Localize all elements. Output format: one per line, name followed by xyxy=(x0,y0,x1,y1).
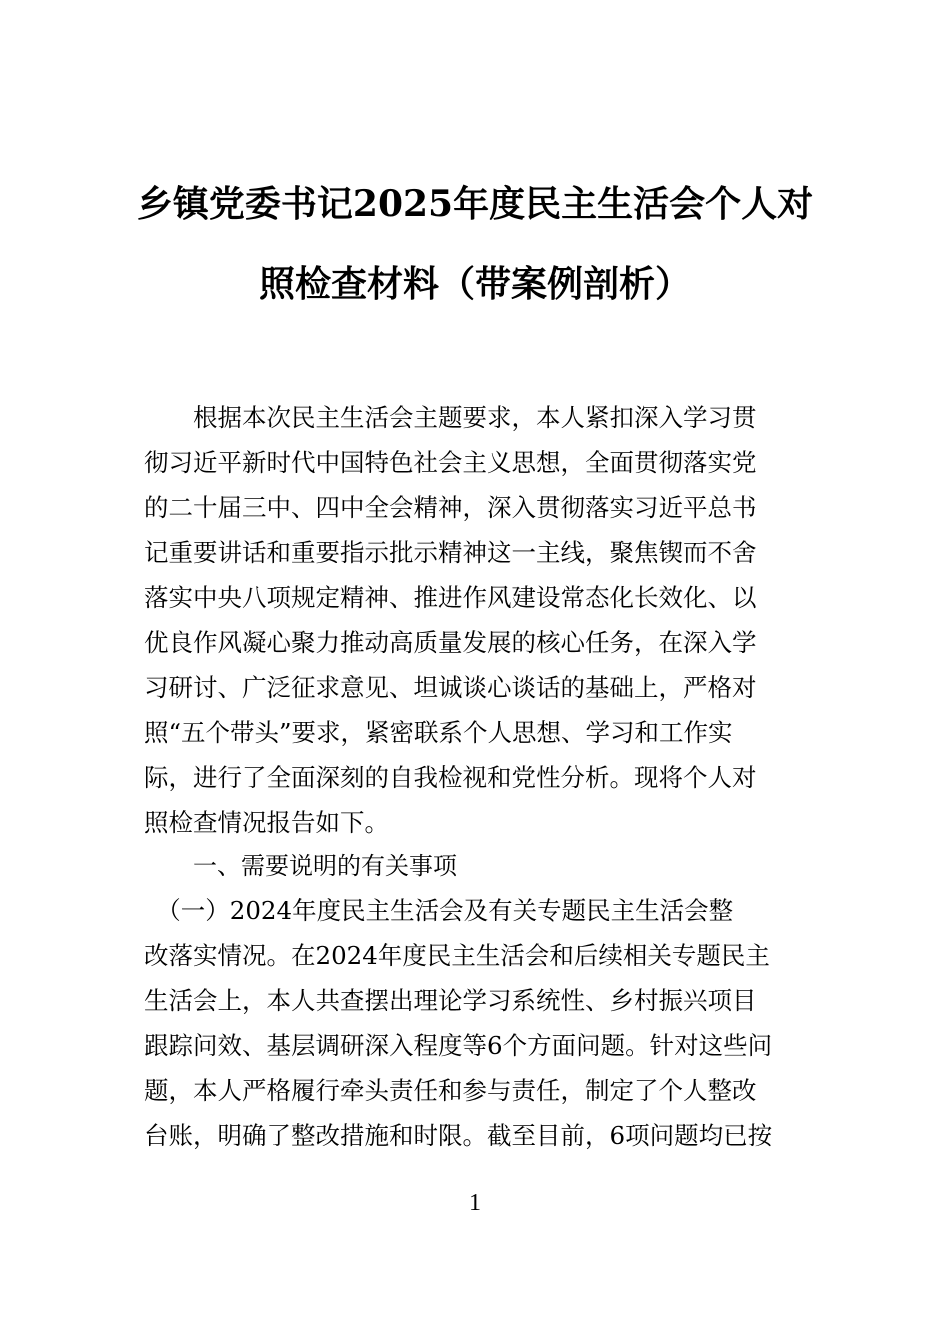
section-line: 台账，明确了整改措施和时限。截至目前，6项问题均已按 xyxy=(144,1121,773,1150)
title-line-1: 乡镇党委书记2025年度民主生活会个人对 xyxy=(136,183,814,225)
page-number: 1 xyxy=(469,1190,481,1216)
title-line-2: 照检查材料（带案例剖析） xyxy=(258,263,691,305)
section-heading: 一、需要说明的有关事项 xyxy=(193,852,457,880)
intro-line: 根据本次民主生活会主题要求，本人紧扣深入学习贯 xyxy=(144,403,757,432)
intro-line: 际，进行了全面深刻的自我检视和党性分析。现将个人对 xyxy=(144,763,757,792)
intro-line: 习研讨、广泛征求意见、坦诚谈心谈话的基础上，严格对 xyxy=(144,673,757,702)
section-line: 生活会上，本人共查摆出理论学习系统性、乡村振兴项目 xyxy=(144,986,757,1015)
intro-line: 落实中央八项规定精神、推进作风建设常态化长效化、以 xyxy=(144,583,757,612)
document-title xyxy=(120,164,830,324)
intro-line: 的二十届三中、四中全会精神，深入贯彻落实习近平总书 xyxy=(144,493,757,522)
intro-line: 照“五个带头”要求，紧密联系个人思想、学习和工作实 xyxy=(144,718,733,747)
intro-line: 彻习近平新时代中国特色社会主义思想，全面贯彻落实党 xyxy=(144,448,757,477)
intro-line: 照检查情况报告如下。 xyxy=(144,808,389,837)
section-line: （一）2024年度民主生活会及有关专题民主生活会整 xyxy=(144,896,734,925)
section-line: 跟踪问效、基层调研深入程度等6个方面问题。针对这些问 xyxy=(144,1031,773,1060)
section-line: 题，本人严格履行牵头责任和参与责任，制定了个人整改 xyxy=(144,1076,757,1105)
intro-line: 优良作风凝心聚力推动高质量发展的核心任务，在深入学 xyxy=(144,628,757,657)
section-line: 改落实情况。在2024年度民主生活会和后续相关专题民主 xyxy=(144,941,770,970)
intro-line: 记重要讲话和重要指示批示精神这一主线，聚焦锲而不舍 xyxy=(144,538,757,567)
